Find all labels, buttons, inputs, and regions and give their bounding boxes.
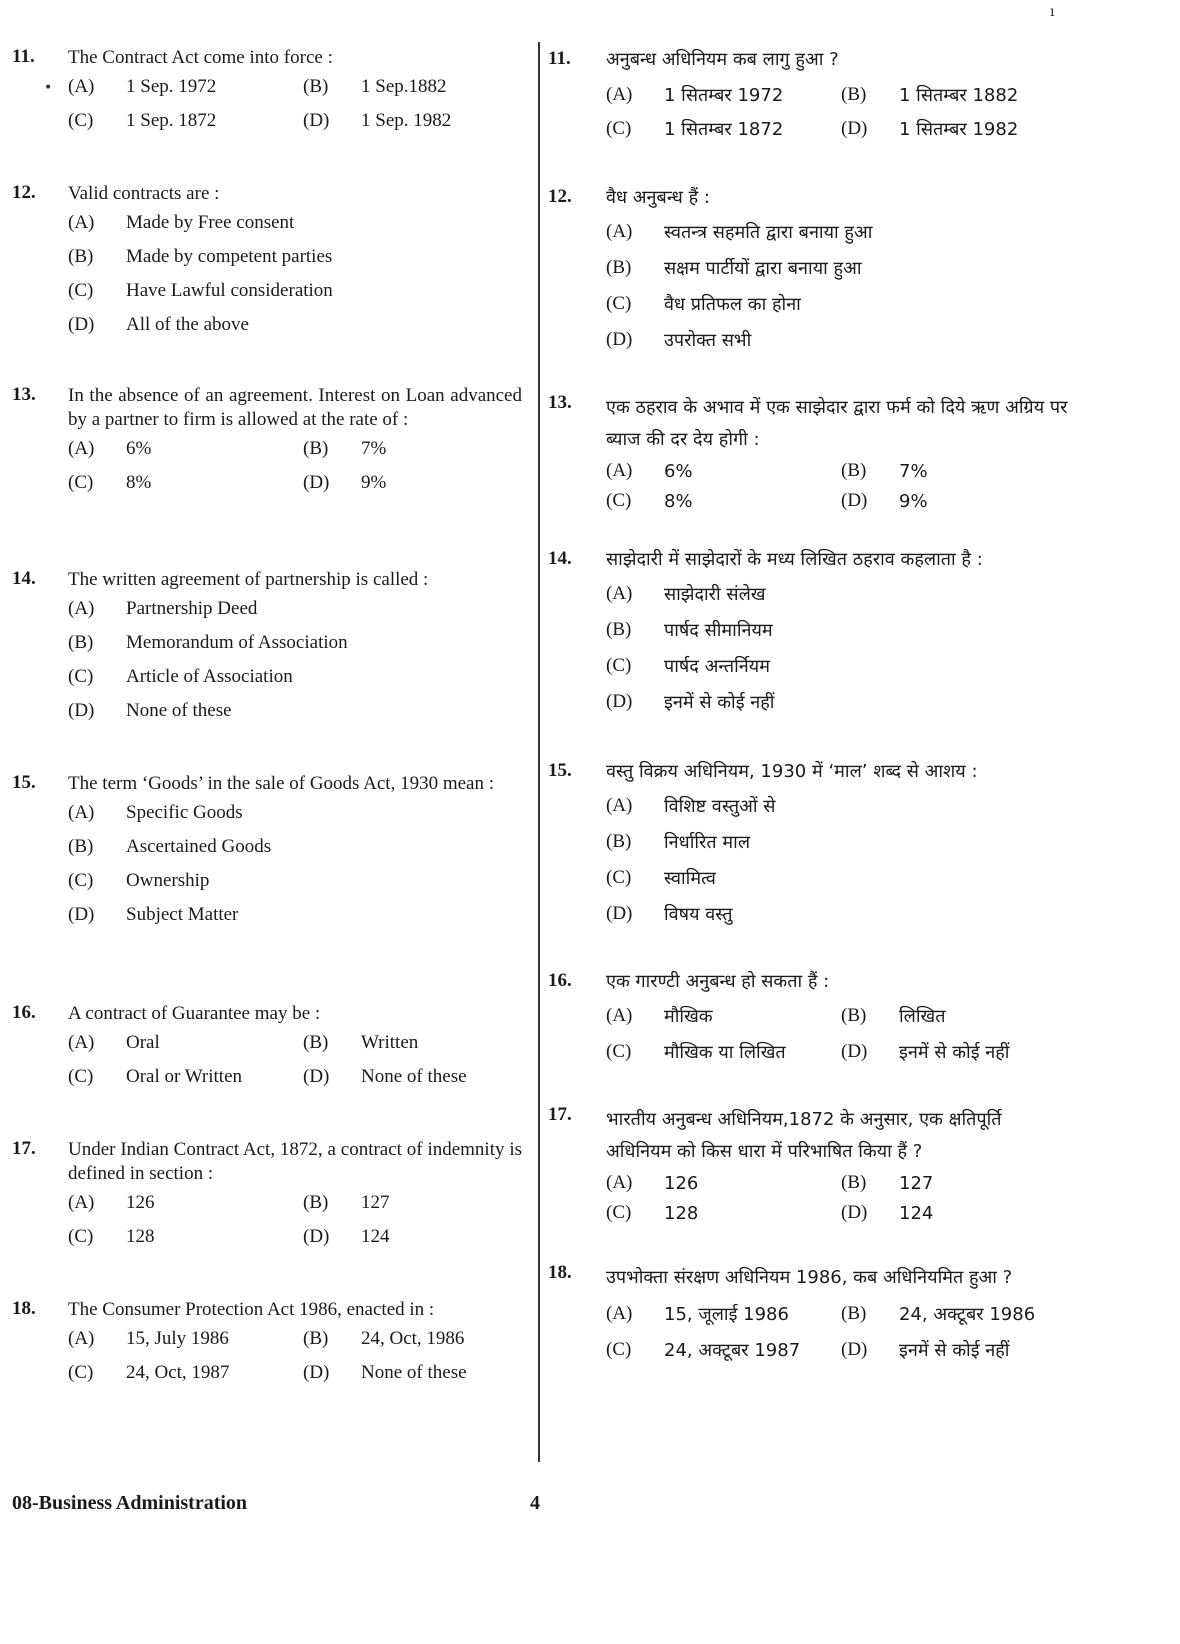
option-c: (C) 1 सितम्बर 1872	[606, 118, 784, 140]
question-text: उपभोक्ता संरक्षण अधिनियम 1986, कब अधिनियमित हुआ ?	[606, 1267, 1013, 1288]
option-d: (D) None of these	[303, 1362, 467, 1383]
question-14-hi	[548, 548, 1068, 720]
question-12-en	[12, 182, 522, 342]
question-12-hi	[548, 186, 1068, 358]
question-text: In the absence of an agreement. Interest on Loan advanced by a partner to firm is allowed at the rate of :	[68, 385, 522, 430]
question-13-hi	[548, 392, 1068, 516]
option-a: (A) 15, July 1986	[68, 1328, 229, 1349]
option-c: (C) मौखिक या लिखित	[606, 1041, 786, 1063]
option-d: (D) 124	[841, 1202, 934, 1224]
option-b: (B) 1 Sep.1882	[303, 76, 447, 97]
option-d: (D) 1 Sep. 1982	[303, 110, 452, 131]
question-14-en	[12, 568, 522, 728]
option-a: (A) Specific Goods	[68, 802, 243, 823]
option-b: (B) 127	[841, 1172, 934, 1194]
option-c: (C) वैध प्रतिफल का होना	[606, 293, 801, 315]
question-text: एक ठहराव के अभाव में एक साझेदार द्वारा फर्म को दिये ऋण अग्रिय पर ब्याज की दर देय होगी :	[606, 397, 1068, 450]
option-a: (A) साझेदारी संलेख	[606, 583, 766, 605]
question-13-en	[12, 384, 522, 500]
option-c: (C) पार्षद अन्तर्नियम	[606, 655, 770, 677]
question-number: 17.	[548, 1104, 572, 1125]
option-d: (D) 124	[303, 1226, 390, 1247]
question-text: Under Indian Contract Act, 1872, a contract of indemnity is defined in section :	[68, 1139, 522, 1184]
question-number: 15.	[548, 760, 572, 781]
question-text: The written agreement of partnership is called :	[68, 569, 429, 590]
option-d: (D) None of these	[68, 700, 232, 721]
option-b: (B) 7%	[303, 438, 387, 459]
option-a: (A) मौखिक	[606, 1005, 713, 1027]
option-a: (A) 126	[68, 1192, 155, 1213]
question-number: 17.	[12, 1138, 36, 1159]
option-a: (A) विशिष्ट वस्तुओं से	[606, 795, 776, 817]
option-c: (C) Have Lawful consideration	[68, 280, 333, 301]
question-number: 11.	[12, 46, 35, 67]
option-d: (D) 1 सितम्बर 1982	[841, 118, 1019, 140]
option-b: (B) पार्षद सीमानियम	[606, 619, 773, 641]
question-number: 13.	[548, 392, 572, 413]
question-number: 18.	[548, 1262, 572, 1283]
option-b: (B) Made by competent parties	[68, 246, 333, 267]
option-a: (A) 126	[606, 1172, 699, 1194]
option-a: (A) Made by Free consent	[68, 212, 295, 233]
option-d: (D) इनमें से कोई नहीं	[606, 691, 775, 713]
question-text: वस्तु विक्रय अधिनियम, 1930 में ‘माल’ शब्द से आशय :	[606, 761, 978, 782]
question-text: साझेदारी में साझेदारों के मध्य लिखित ठहराव कहलाता है :	[606, 549, 983, 570]
question-text: A contract of Guarantee may be :	[68, 1003, 321, 1024]
question-15-en	[12, 772, 522, 932]
question-text: Valid contracts are :	[68, 183, 220, 204]
question-number: 12.	[548, 186, 572, 207]
option-d: (D) All of the above	[68, 314, 249, 335]
question-16-hi	[548, 970, 1068, 1070]
question-11-en	[12, 46, 522, 138]
question-18-en	[12, 1298, 522, 1390]
option-d: (D) इनमें से कोई नहीं	[841, 1339, 1010, 1361]
option-c: (C) Oral or Written	[68, 1066, 243, 1087]
option-b: (B) Ascertained Goods	[68, 836, 272, 857]
option-a: (A) 1 Sep. 1972	[68, 76, 217, 97]
option-b: (B) सक्षम पार्टीयों द्वारा बनाया हुआ	[606, 257, 862, 279]
question-text: The term ‘Goods’ in the sale of Goods Act, 1930 mean :	[68, 773, 494, 794]
option-b: (B) 1 सितम्बर 1882	[841, 84, 1019, 106]
option-b: (B) 7%	[841, 460, 928, 482]
option-c: (C) 128	[68, 1226, 155, 1247]
question-number: 18.	[12, 1298, 36, 1319]
option-b: (B) Memorandum of Association	[68, 632, 348, 653]
scan-speck: ı	[1050, 4, 1055, 20]
option-b: (B) Written	[303, 1032, 419, 1053]
option-c: (C) 8%	[606, 490, 693, 512]
option-d: (D) इनमें से कोई नहीं	[841, 1041, 1010, 1063]
question-number: 12.	[12, 182, 36, 203]
question-number: 15.	[12, 772, 36, 793]
question-number: 13.	[12, 384, 36, 405]
question-text: The Contract Act come into force :	[68, 47, 333, 68]
option-a: (A) 6%	[68, 438, 152, 459]
option-a: (A) Partnership Deed	[68, 598, 258, 619]
footer-subject: 08-Business Administration	[12, 1492, 248, 1514]
option-d: (D) 9%	[303, 472, 387, 493]
question-number: 16.	[12, 1002, 36, 1023]
option-c: (C) 8%	[68, 472, 152, 493]
option-d: (D) उपरोक्त सभी	[606, 329, 752, 351]
option-c: (C) 24, अक्टूबर 1987	[606, 1339, 801, 1361]
option-d: (D) 9%	[841, 490, 928, 512]
option-d: (D) विषय वस्तु	[606, 903, 733, 925]
option-a: (A) 1 सितम्बर 1972	[606, 84, 784, 106]
option-a: (A) 15, जूलाई 1986	[606, 1303, 789, 1325]
option-c: (C) 24, Oct, 1987	[68, 1362, 230, 1383]
scan-speck: •	[44, 80, 53, 96]
question-15-hi	[548, 760, 1068, 932]
option-b: (B) 24, Oct, 1986	[303, 1328, 465, 1349]
question-number: 14.	[12, 568, 36, 589]
option-c: (C) Article of Association	[68, 666, 293, 687]
question-text: भारतीय अनुबन्ध अधिनियम,1872 के अनुसार, एक क्षतिपूर्ति अधिनियम को किस धारा में परिभाषित किया हैं ?	[606, 1109, 1002, 1162]
option-a: (A) 6%	[606, 460, 693, 482]
option-a: (A) स्वतन्त्र सहमति द्वारा बनाया हुआ	[606, 221, 873, 243]
option-b: (B) लिखित	[841, 1005, 946, 1027]
option-d: (D) Subject Matter	[68, 904, 239, 925]
option-b: (B) निर्धारित माल	[606, 831, 751, 853]
option-c: (C) Ownership	[68, 870, 210, 891]
question-number: 14.	[548, 548, 572, 569]
question-number: 11.	[548, 48, 571, 69]
question-text: वैध अनुबन्ध हैं :	[606, 187, 710, 208]
option-b: (B) 127	[303, 1192, 390, 1213]
question-18-hi	[548, 1262, 1068, 1368]
question-text: एक गारण्टी अनुबन्ध हो सकता हैं :	[606, 971, 830, 992]
option-c: (C) स्वामित्व	[606, 867, 716, 889]
option-c: (C) 128	[606, 1202, 699, 1224]
option-c: (C) 1 Sep. 1872	[68, 110, 217, 131]
question-11-hi	[548, 48, 1068, 146]
question-17-en	[12, 1138, 522, 1254]
question-16-en	[12, 1002, 522, 1094]
page-number: 4	[530, 1492, 540, 1514]
question-number: 16.	[548, 970, 572, 991]
question-text: The Consumer Protection Act 1986, enacted in :	[68, 1299, 435, 1320]
option-d: (D) None of these	[303, 1066, 467, 1087]
question-text: अनुबन्ध अधिनियम कब लागु हुआ ?	[606, 49, 839, 70]
option-a: (A) Oral	[68, 1032, 160, 1053]
column-divider	[538, 42, 540, 1462]
question-17-hi	[548, 1104, 1068, 1228]
option-b: (B) 24, अक्टूबर 1986	[841, 1303, 1036, 1325]
